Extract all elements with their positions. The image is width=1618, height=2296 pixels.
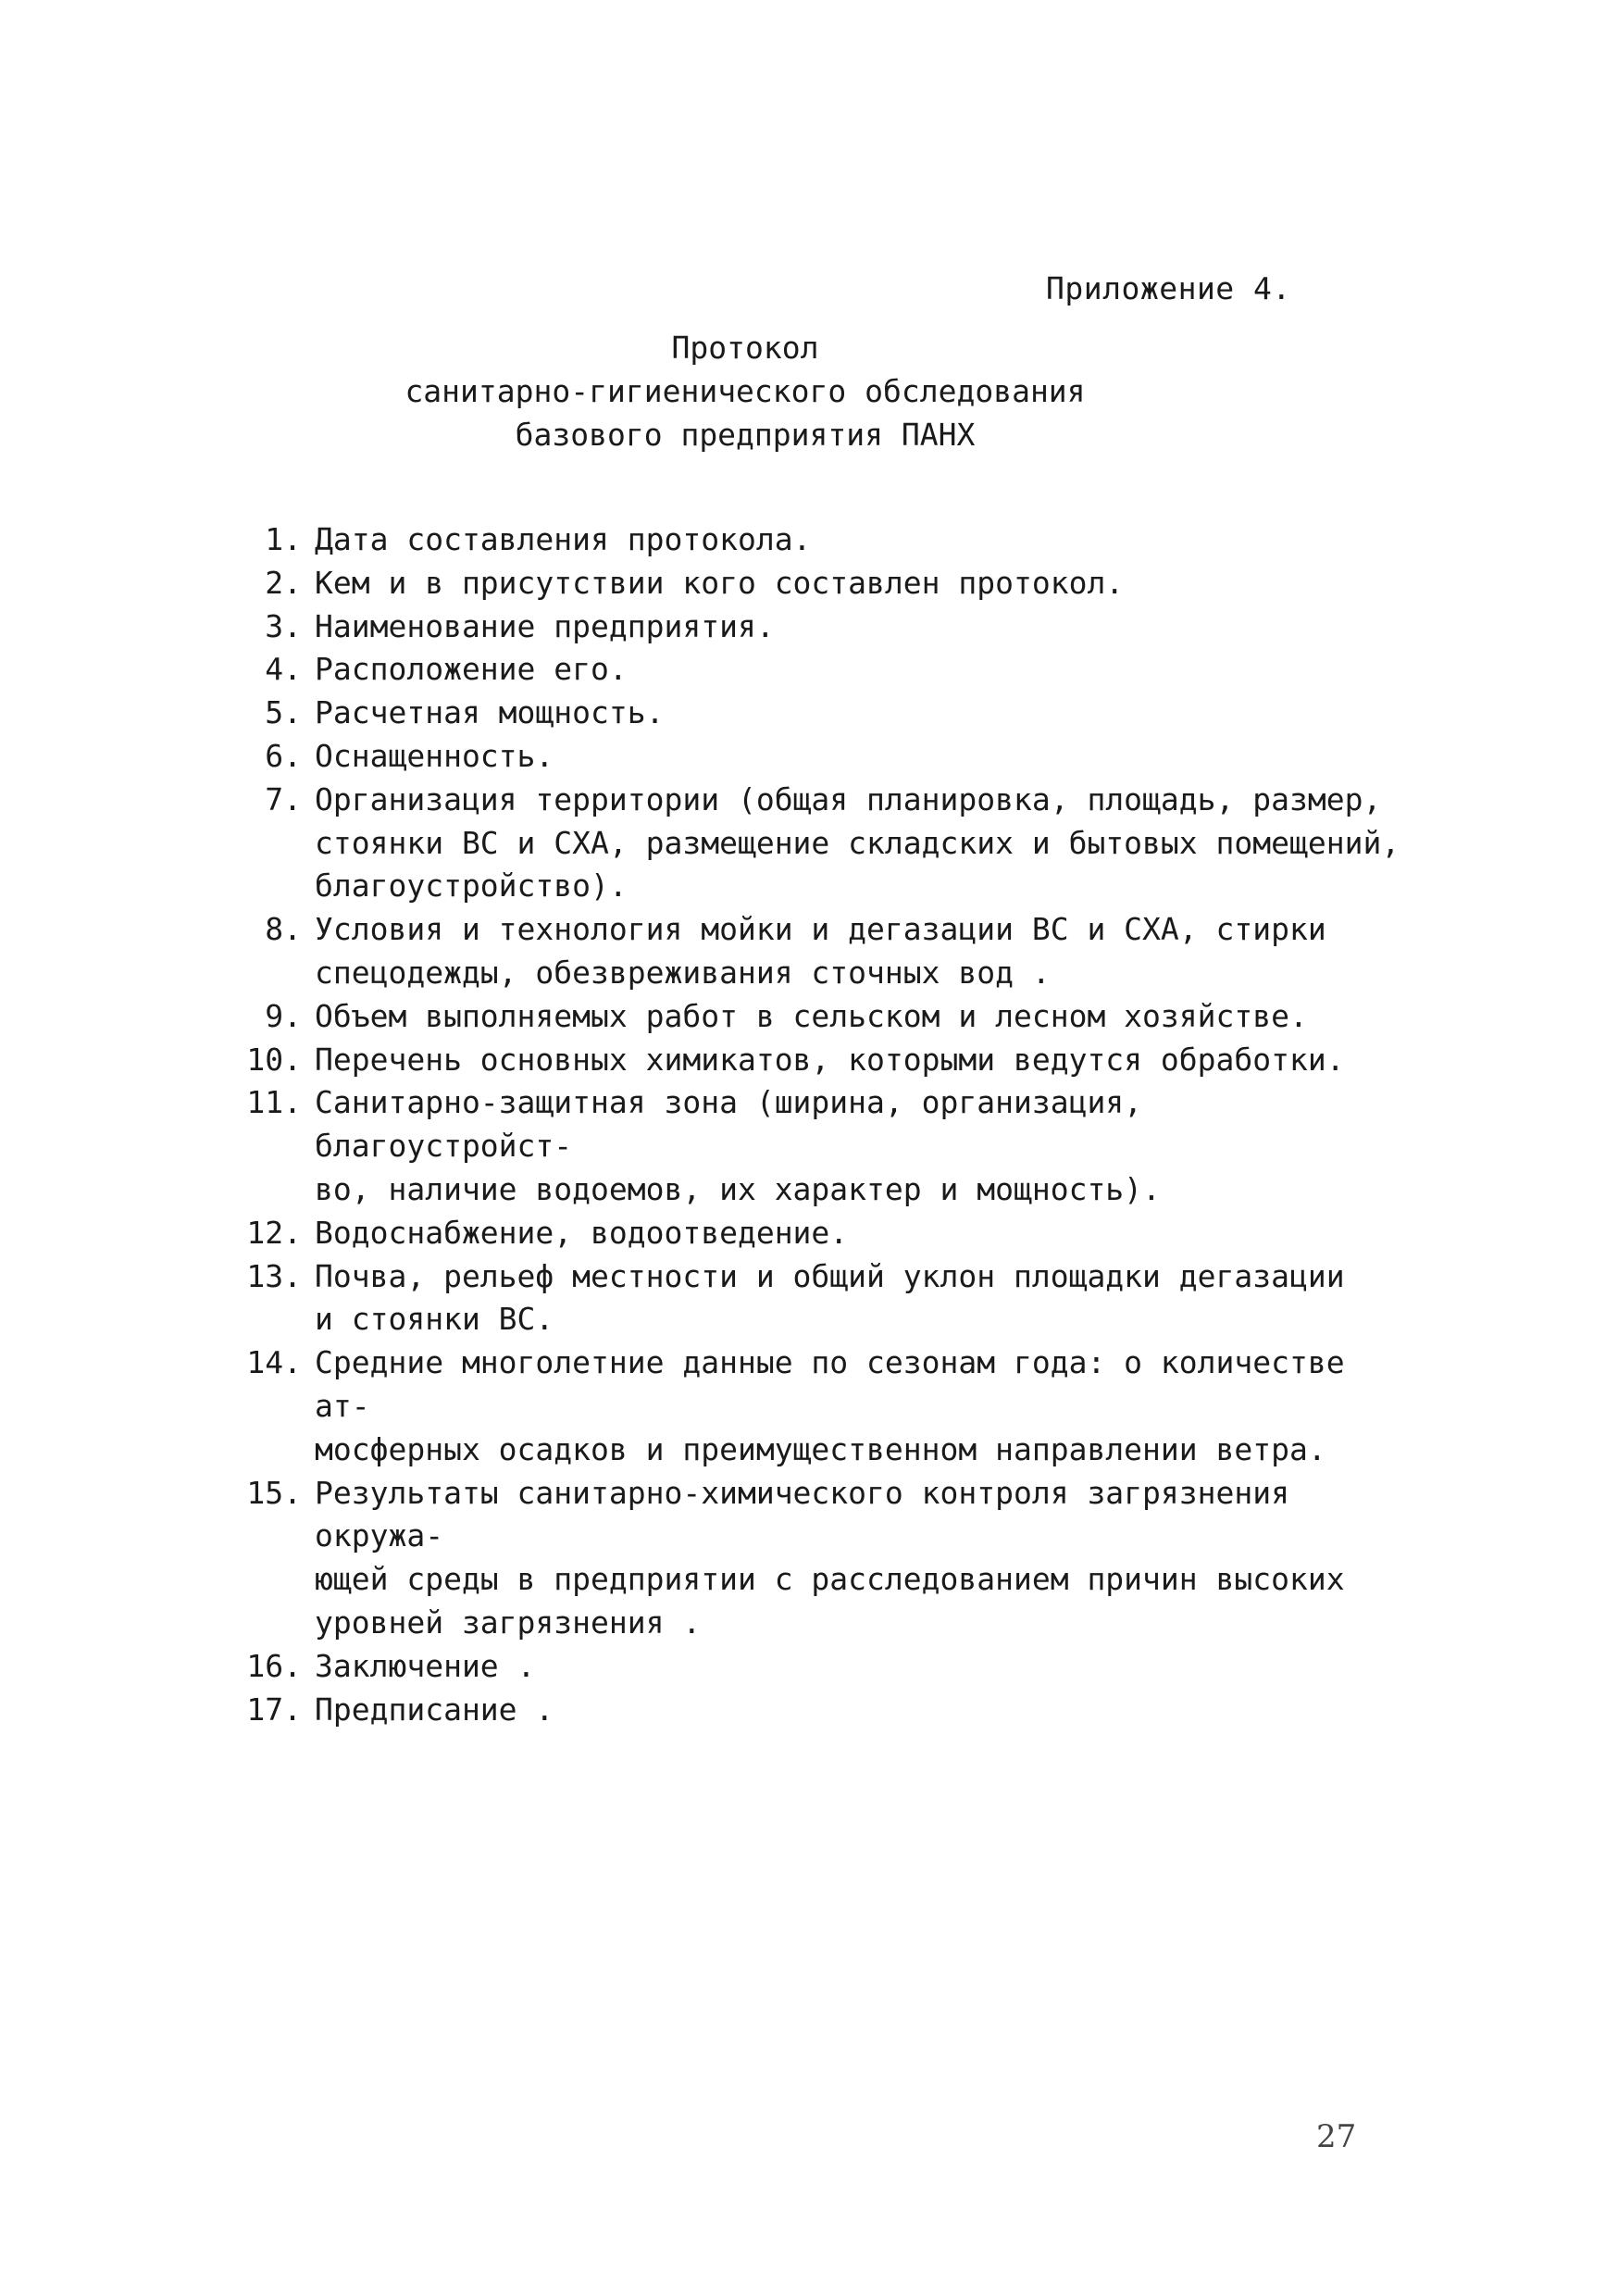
item-text: Санитарно-защитная зона (ширина, организация, благоустройст- во, наличие водоемов, их характер и мощность).	[315, 1084, 1161, 1207]
page-number: 27	[1316, 2118, 1357, 2155]
item-text: Организация территории (общая планировка, площадь, размер, стоянки ВС и СХА, размещение складских и бытовых помещений, благоустройство).	[315, 780, 1400, 905]
list-item	[211, 1645, 1414, 1689]
item-number: 1.	[265, 521, 302, 557]
item-number: 4.	[265, 651, 302, 688]
list-item	[211, 1689, 1414, 1732]
list-item	[211, 735, 1414, 779]
item-text: Дата составления протокола.	[315, 521, 812, 557]
list-item	[211, 995, 1414, 1039]
item-text: Кем и в присутствии кого составлен протокол.	[315, 564, 1125, 601]
appendix-label: Приложение 4.	[1046, 270, 1291, 306]
item-number: 13.	[246, 1257, 302, 1294]
item-number: 12.	[246, 1214, 302, 1251]
item-number: 14.	[246, 1344, 302, 1381]
item-number: 7.	[265, 780, 302, 817]
item-number: 10.	[246, 1041, 302, 1078]
item-number: 3.	[265, 607, 302, 644]
item-number: 16.	[246, 1647, 302, 1684]
protocol-items-list	[211, 518, 1414, 1731]
list-item	[211, 562, 1414, 605]
title-line-2: санитарно-гигиенического обследования	[404, 373, 1086, 409]
item-text: Водоснабжение, водоотведение.	[315, 1214, 849, 1251]
item-number: 17.	[246, 1691, 302, 1728]
item-text: Заключение .	[315, 1647, 536, 1684]
list-item	[211, 605, 1414, 649]
item-text: Оснащенность.	[315, 737, 554, 774]
item-text: Предписание .	[315, 1691, 554, 1728]
list-item	[211, 1212, 1414, 1255]
document-title	[352, 326, 1139, 456]
list-item	[211, 1255, 1414, 1342]
list-item	[211, 1081, 1414, 1211]
item-text: Наименование предприятия.	[315, 607, 775, 644]
item-text: Средние многолетние данные по сезонам года: о количестве ат- мосферных осадков и преимущественном направлении ветра.	[315, 1344, 1345, 1467]
item-text: Объем выполняемых работ в сельском и лесном хозяйстве.	[315, 997, 1308, 1034]
list-item	[211, 779, 1414, 908]
item-number: 5.	[265, 694, 302, 731]
item-text: Почва, рельеф местности и общий уклон площадки дегазации и стоянки ВС.	[315, 1257, 1345, 1338]
list-item	[211, 1341, 1414, 1471]
list-item	[211, 1472, 1414, 1645]
list-item	[211, 1039, 1414, 1082]
item-text: Расположение его.	[315, 651, 628, 688]
item-text: Условия и технология мойки и дегазации ВС и СХА, стирки спецодежды, обезвреживания сточных вод .	[315, 911, 1326, 991]
item-number: 15.	[246, 1474, 302, 1511]
title-line-3: базового предприятия ПАНХ	[515, 417, 976, 453]
list-item	[211, 908, 1414, 995]
item-number: 2.	[265, 564, 302, 601]
item-text: Перечень основных химикатов, которыми ведутся обработки.	[315, 1041, 1345, 1078]
list-item	[211, 518, 1414, 562]
item-number: 9.	[265, 997, 302, 1034]
item-number: 8.	[265, 911, 302, 948]
title-line-1: Протокол	[671, 330, 819, 366]
item-text: Результаты санитарно-химического контроля загрязнения окружа- ющей среды в предприятии с расследованием причин высоких уровней загрязнения .	[315, 1474, 1345, 1641]
list-item	[211, 692, 1414, 735]
item-text: Расчетная мощность.	[315, 694, 665, 731]
item-number: 11.	[246, 1084, 302, 1121]
item-number: 6.	[265, 737, 302, 774]
list-item	[211, 648, 1414, 692]
